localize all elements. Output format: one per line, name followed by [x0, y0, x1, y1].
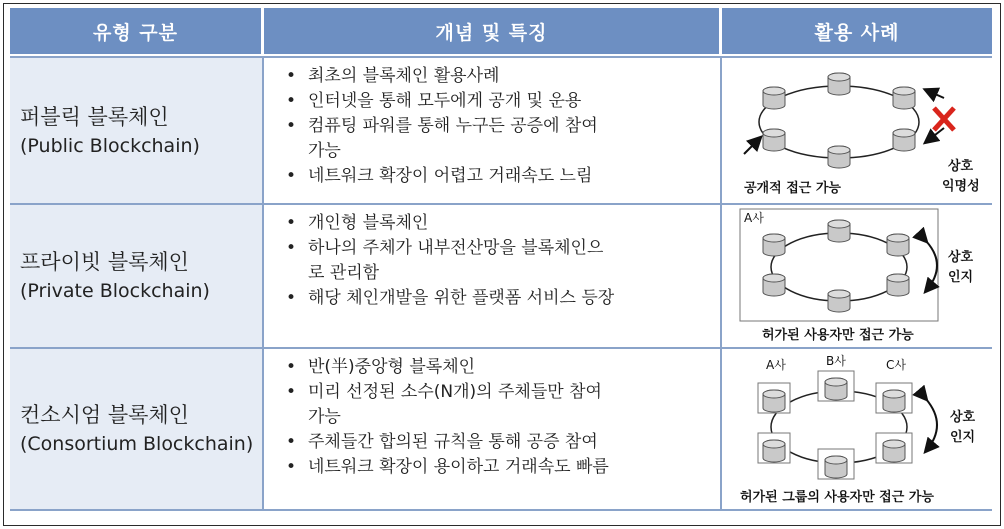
- type-name-en: (Private Blockchain): [20, 280, 210, 302]
- arrow-icon: [926, 399, 937, 451]
- database-node-icon: [893, 87, 915, 109]
- database-node-icon: [883, 390, 905, 412]
- database-node-icon: [887, 234, 909, 256]
- side-label: 상호: [950, 410, 976, 425]
- bullet-continuation: 가능: [308, 407, 341, 427]
- side-label: 상호: [948, 250, 974, 265]
- access-caption: 공개적 접근 가능: [744, 181, 841, 196]
- usecase-cell: [722, 349, 992, 509]
- side-label: 인지: [950, 430, 976, 445]
- database-node-icon: [763, 129, 785, 151]
- company-label: A사: [766, 358, 786, 372]
- usecase-cell: [722, 205, 992, 347]
- consortium-network-diagram: [722, 349, 992, 511]
- database-node-icon: [825, 378, 847, 400]
- public-network-diagram: [722, 58, 992, 207]
- bullet-item: • 인터넷을 통해 모두에게 공개 및 운용: [286, 91, 582, 111]
- database-node-icon: [828, 73, 850, 95]
- bullet-continuation: 가능: [308, 141, 341, 161]
- database-node-icon: [763, 274, 785, 296]
- side-label: 익명성: [942, 179, 980, 194]
- private-network-diagram: [722, 205, 992, 349]
- header-concept: 개념 및 특징: [264, 8, 722, 54]
- bullet-item: • 미리 선정된 소수(N개)의 주체들만 참여: [286, 382, 602, 402]
- arrow-icon: [926, 90, 944, 98]
- type-name-ko: 프라이빗 블록체인: [20, 250, 189, 274]
- database-node-icon: [825, 456, 847, 478]
- company-label: C사: [886, 358, 906, 372]
- bullet-item: • 반(半)중앙형 블록체인: [286, 357, 476, 377]
- bullet-item: • 최초의 블록체인 활용사례: [286, 66, 500, 86]
- side-label: 상호: [948, 159, 974, 174]
- database-node-icon: [887, 274, 909, 296]
- access-caption: 허가된 사용자만 접근 가능: [762, 328, 914, 343]
- access-caption: 허가된 그룹의 사용자만 접근 가능: [740, 490, 934, 505]
- database-node-icon: [828, 146, 850, 168]
- bullet-item: • 네트워크 확장이 어렵고 거래속도 느림: [286, 166, 593, 186]
- side-label: 인지: [948, 270, 974, 285]
- bullet-item: • 하나의 주체가 내부전산망을 블록체인으: [286, 238, 604, 258]
- type-cell: [10, 205, 264, 347]
- concept-cell: [264, 205, 722, 347]
- header-type: 유형 구분: [10, 8, 264, 54]
- table-row-consortium: [10, 349, 992, 511]
- bullet-item: • 네트워크 확장이 용이하고 거래속도 빠름: [286, 457, 609, 477]
- bullet-item: • 해당 체인개발을 위한 플랫폼 서비스 등장: [286, 288, 615, 308]
- table-row-private: [10, 205, 992, 349]
- table-header: [10, 8, 992, 54]
- usecase-cell: [722, 58, 992, 203]
- x-mark-icon: [934, 108, 954, 130]
- database-node-icon: [828, 220, 850, 242]
- database-node-icon: [763, 440, 785, 462]
- database-node-icon: [763, 87, 785, 109]
- type-cell: [10, 349, 264, 509]
- database-node-icon: [763, 234, 785, 256]
- type-cell: [10, 58, 264, 203]
- database-node-icon: [883, 440, 905, 462]
- database-node-icon: [763, 390, 785, 412]
- company-label: A사: [744, 211, 764, 225]
- header-usecase: 활용 사례: [722, 8, 992, 54]
- database-node-icon: [828, 290, 850, 312]
- type-name-en: (Consortium Blockchain): [20, 433, 254, 455]
- bullet-item: • 개인형 블록체인: [286, 213, 429, 233]
- type-name-en: (Public Blockchain): [20, 134, 200, 157]
- concept-cell: [264, 349, 722, 509]
- database-node-icon: [893, 129, 915, 151]
- table-row-public: [10, 56, 992, 205]
- arrow-icon: [744, 138, 760, 154]
- type-name-ko: 퍼블릭 블록체인: [20, 104, 169, 129]
- type-name-ko: 컨소시엄 블록체인: [20, 403, 189, 427]
- bullet-continuation: 로 관리함: [308, 263, 380, 283]
- concept-cell: [264, 58, 722, 203]
- bullet-item: • 주체들간 합의된 규칙을 통해 공증 참여: [286, 432, 598, 452]
- company-label: B사: [826, 354, 846, 368]
- bullet-item: • 컴퓨팅 파워를 통해 누구든 공증에 참여: [286, 116, 598, 136]
